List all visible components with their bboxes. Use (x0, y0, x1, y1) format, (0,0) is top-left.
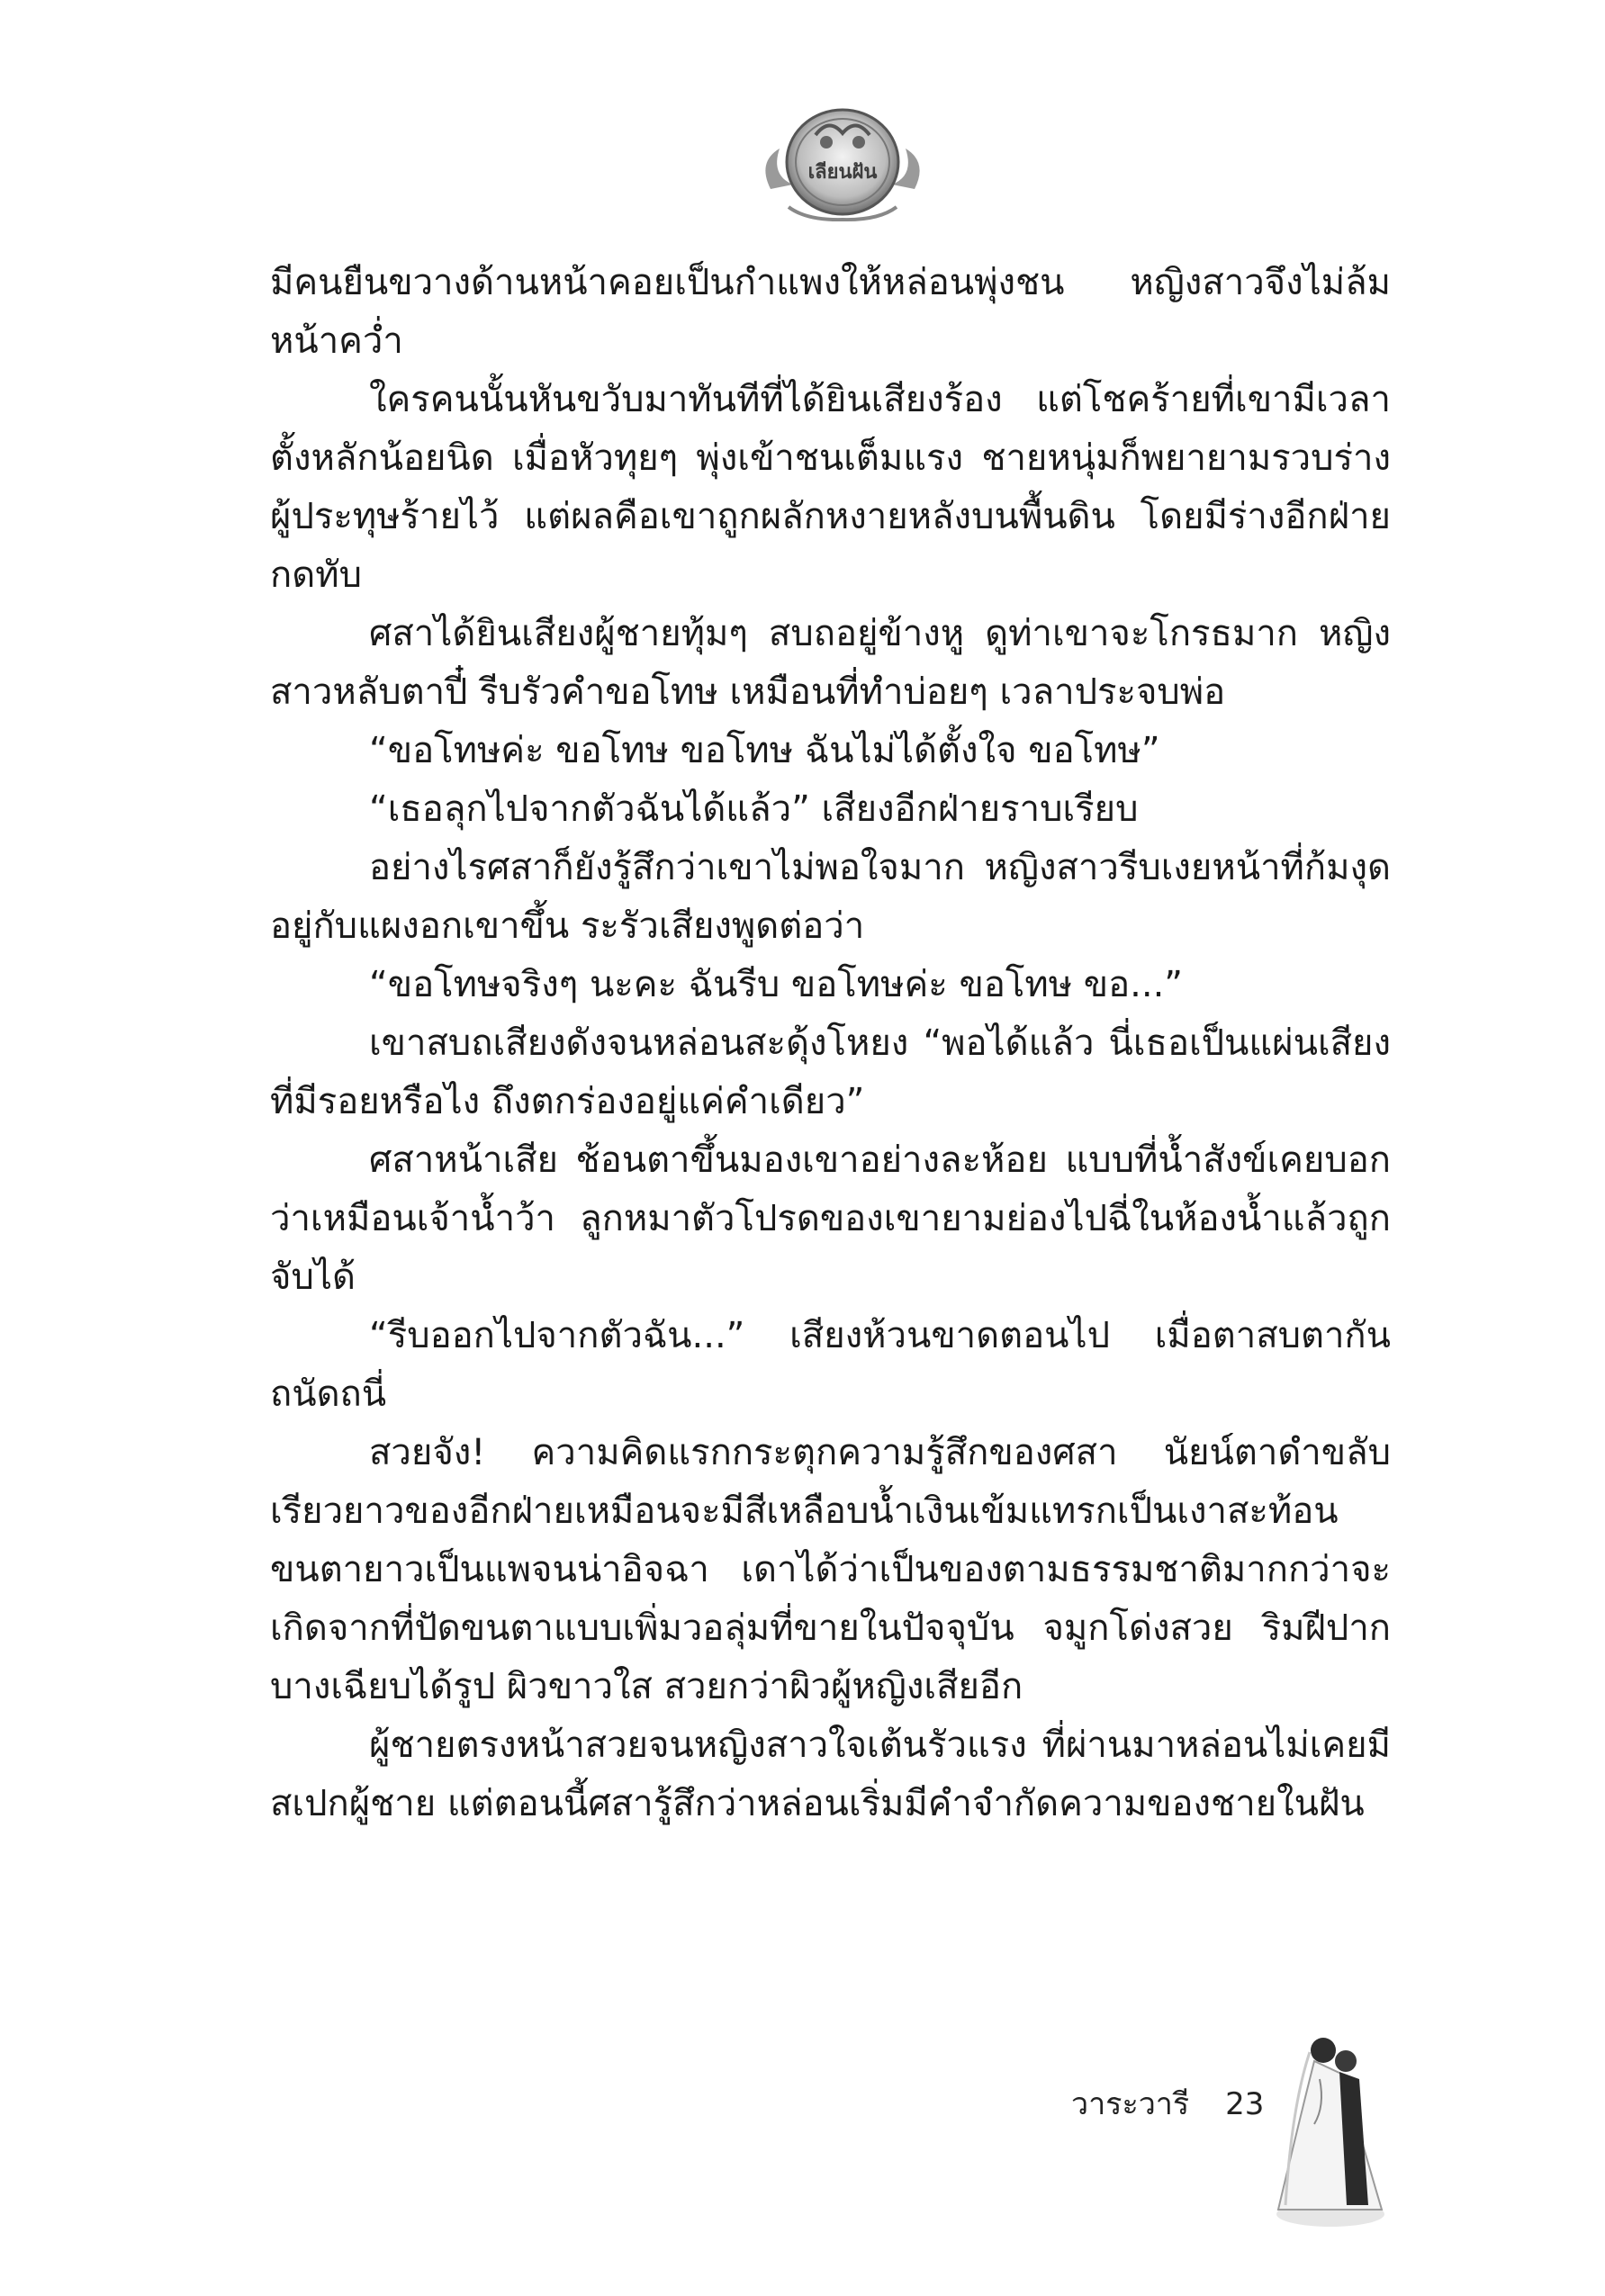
page-number: 23 (1225, 2086, 1265, 2122)
logo-text: เลียนฝัน (807, 160, 878, 184)
paragraph: “เธอลุกไปจากตัวฉันได้แล้ว” เสียงอีกฝ่ายราบเรียบ (369, 788, 1139, 830)
author-name: วาระวารี (1071, 2086, 1190, 2122)
book-title-logo (753, 99, 933, 225)
paragraph: ศสาหน้าเสีย ช้อนตาขึ้นมองเขาอย่างละห้อย แบบที่น้ำสังข์เคยบอกว่าเหมือนเจ้าน้ำว้า ลูกหมาตัวโปรดของเขายามย่องไปฉี่ในห้องน้ำแล้วถูกจับได้ (270, 1139, 1391, 1298)
bride-groom-illustration (1260, 2025, 1395, 2232)
paragraph: ศสาได้ยินเสียงผู้ชายทุ้มๆ สบถอยู่ข้างหู ดูท่าเขาจะโกรธมาก หญิงสาวหลับตาปี๋ รีบรัวคำขอโทษ เหมือนที่ทำบ่อยๆ เวลาประจบพ่อ (270, 613, 1391, 713)
chapter-body (270, 254, 1391, 1833)
paragraph: ผู้ชายตรงหน้าสวยจนหญิงสาวใจเต้นรัวแรง ที่ผ่านมาหล่อนไม่เคยมีสเปกผู้ชาย แต่ตอนนี้ศสารู้สึกว่าหล่อนเริ่มมีคำจำกัดความของชายในฝัน (270, 1724, 1391, 1824)
paragraph: “รีบออกไปจากตัวฉัน...” เสียงห้วนขาดตอนไป เมื่อตาสบตากันถนัดถนี่ (270, 1315, 1391, 1415)
paragraph: อย่างไรศสาก็ยังรู้สึกว่าเขาไม่พอใจมาก หญิงสาวรีบเงยหน้าที่ก้มงุดอยู่กับแผงอกเขาขึ้น ระรัวเสียงพูดต่อว่า (270, 847, 1391, 947)
paragraph: มีคนยืนขวางด้านหน้าคอยเป็นกำแพงให้หล่อนพุ่งชน หญิงสาวจึงไม่ล้มหน้าคว่ำ (270, 262, 1391, 362)
paragraph: สวยจัง! ความคิดแรกกระตุกความรู้สึกของศสา นัยน์ตาดำขลับเรียวยาวของอีกฝ่ายเหมือนจะมีสีเหลือบน้ำเงินเข้มแทรกเป็นเงาสะท้อน ขนตายาวเป็นแพจนน่าอิจฉา เดาได้ว่าเป็นของตามธรรมชาติมากกว่าจะเกิดจากที่ปัดขนตาแบบเพิ่มวอลุ่มที่ขายในปัจจุบัน จมูกโด่งสวย ริมฝีปากบางเฉียบได้รูป ผิวขาวใส สวยกว่าผิวผู้หญิงเสียอีก (270, 1432, 1391, 1707)
paragraph: ใครคนนั้นหันขวับมาทันทีที่ได้ยินเสียงร้อง แต่โชคร้ายที่เขามีเวลาตั้งหลักน้อยนิด เมื่อหัวทุยๆ พุ่งเข้าชนเต็มแรง ชายหนุ่มก็พยายามรวบร่างผู้ประทุษร้ายไว้ แต่ผลคือเขาถูกผลักหงายหลังบนพื้นดิน โดยมีร่างอีกฝ่ายกดทับ (270, 379, 1391, 596)
paragraph: “ขอโทษจริงๆ นะคะ ฉันรีบ ขอโทษค่ะ ขอโทษ ขอ...” (369, 964, 1184, 1005)
paragraph: เขาสบถเสียงดังจนหล่อนสะดุ้งโหยง “พอได้แล้ว นี่เธอเป็นแผ่นเสียงที่มีรอยหรือไง ถึงตกร่องอยู่แค่คำเดียว” (270, 1022, 1391, 1122)
page-footer (1071, 2079, 1264, 2128)
paragraph: “ขอโทษค่ะ ขอโทษ ขอโทษ ฉันไม่ได้ตั้งใจ ขอโทษ” (369, 730, 1160, 771)
